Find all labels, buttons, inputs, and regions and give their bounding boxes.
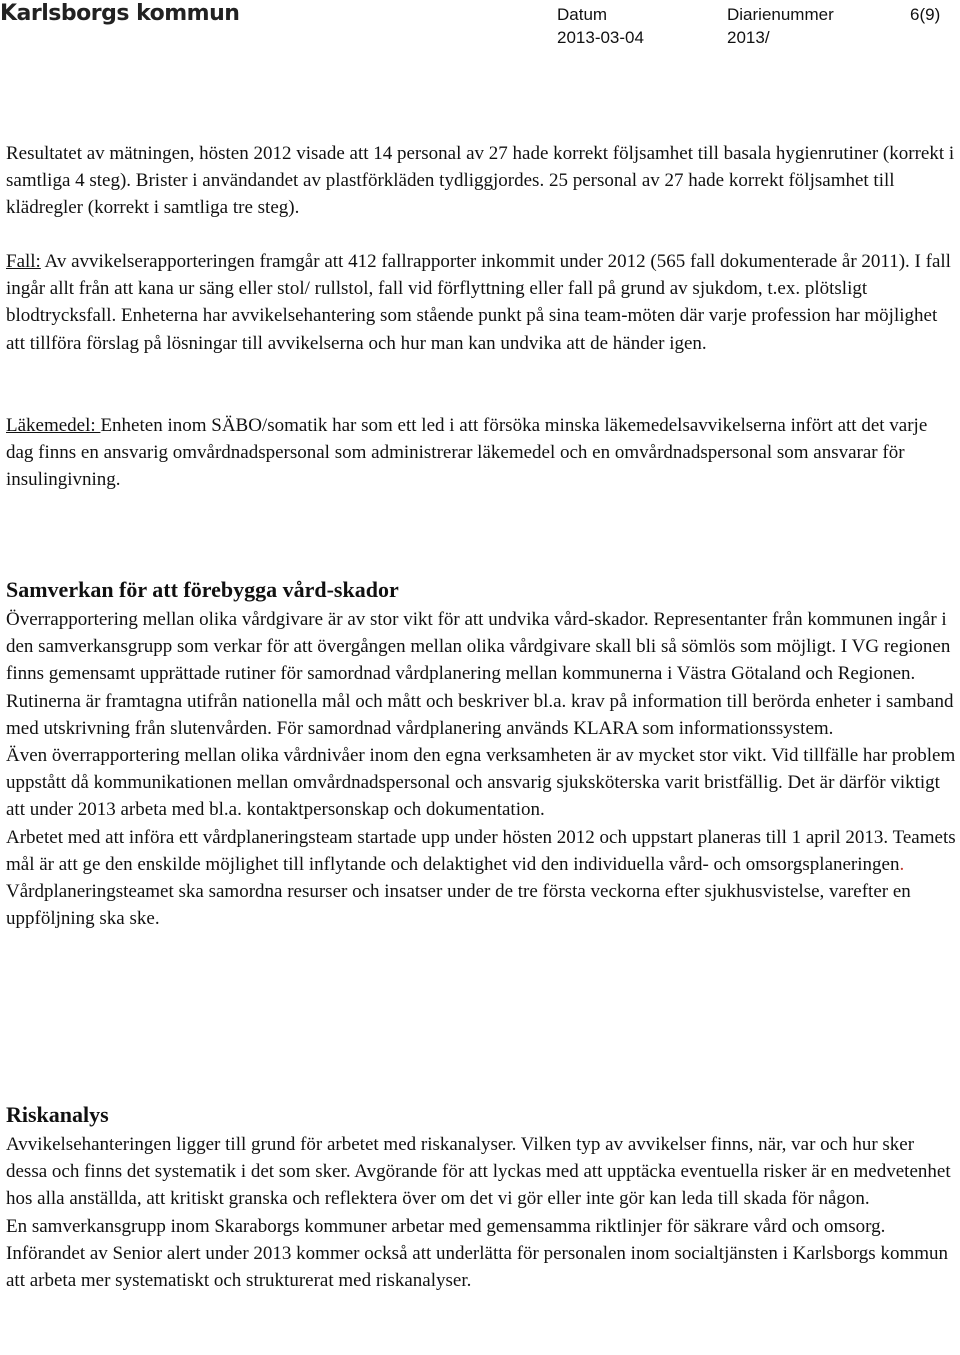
samverkan-paragraph-1: Överrapportering mellan olika vårdgivare är av stor vikt för att undvika vård-skador. Representanter från kommunen ingår i den samverkansgrupp som verkar för att övergången mellan olika vårdgivare skall bli så sömlös som möjligt. I VG regionen finns gemensamt upprättade rutiner för samordnad vårdplanering mellan kommunerna i Västra Götaland och Regionen. Rutinerna är framtagna utifrån nationella mål och mått och beskriver bl.a. krav på information till berörda enheter i samband med utskrivning från slutenvården. För samordnad vårdplanering används KLARA som informationssystem.: [6, 609, 954, 739]
samverkan-section: [6, 576, 956, 932]
fall-label: Fall:: [6, 251, 41, 272]
municipality-logo: Karlsborgs kommun: [0, 1, 240, 26]
samverkan-p3-dot: .: [899, 853, 905, 875]
diary-number-label: Diarienummer: [727, 5, 834, 24]
samverkan-heading: Samverkan för att förebygga vård-skador: [6, 577, 399, 602]
samverkan-p3-text-a: Arbetet med att införa ett vårdplaneringsteam startade upp under hösten 2012 och uppstart planeras till 1 april 2013. Teamets mål är att ge den enskilde möjlighet till inflytande och delaktighet vid den individuella vård- och omsorgsplaneringen: [6, 826, 956, 875]
medication-label: Läkemedel:: [6, 415, 101, 436]
fall-text: Av avvikelserapporteringen framgår att 412 fallrapporter inkommit under 2012 (565 fall dokumenterade år 2011). I fall ingår allt från att kana ur säng eller stol/ rullstol, fall vid förflyttning eller fall på grund av sjukdom, t.ex. plötsligt blodtrycksfall. Enheterna har avvikelsehantering som stående punkt på sina team-möten där varje profession har möjlighet att tillföra förslag på lösningar till avvikelserna och hur man kan undvika att de händer igen.: [6, 251, 951, 354]
date-label: Datum: [557, 5, 608, 24]
samverkan-paragraph-3: [6, 824, 956, 933]
riskanalys-section: [6, 1101, 956, 1294]
page-number: 6(9): [910, 5, 941, 24]
hygiene-result-paragraph: Resultatet av mätningen, hösten 2012 visade att 14 personal av 27 hade korrekt följsamhet till basala hygienrutiner (korrekt i samtliga 4 steg). Brister i användandet av plastförkläden tydliggjordes. 25 personal av 27 hade korrekt följsamhet till klädregler (korrekt i samtliga tre steg).: [6, 143, 955, 219]
intro-section: [6, 140, 956, 222]
riskanalys-paragraph-1: Avvikelsehanteringen ligger till grund för arbetet med riskanalyser. Vilken typ av avvikelser finns, när, var och hur sker dessa och finns det systematik i det som sker. Avgörande för att lyckas med att upptäcka eventuella risker är en medvetenhet hos alla anställda, att kritiskt granska och reflektera över om det vi gör eller inte gör kan leda till skada för någon.: [6, 1134, 951, 1210]
diary-number-value: 2013/: [727, 28, 770, 47]
samverkan-p3-text-b: Vårdplaneringsteamet ska samordna resurser och insatser under de tre första veckorna efter sjukhusvistelse, varefter en uppföljning ska ske.: [6, 881, 911, 930]
medication-text: Enheten inom SÄBO/somatik har som ett led i att försöka minska läkemedelsavvikelserna infört att det varje dag finns en ansvarig omvårdnadspersonal som administrerar läkemedel och en omvårdnadspersonal som ansvarar för insulingivning.: [6, 415, 928, 491]
riskanalys-paragraph-2: En samverkansgrupp inom Skaraborgs kommuner arbetar med gemensamma riktlinjer för säkrare vård och omsorg. Införandet av Senior alert under 2013 kommer också att underlätta för personalen inom socialtjänsten i Karlsborgs kommun att arbeta mer systematiskt och strukturerat med riskanalyser.: [6, 1215, 949, 1292]
riskanalys-heading: Riskanalys: [6, 1102, 109, 1127]
medication-section: [6, 412, 956, 494]
fall-section: [6, 248, 956, 357]
samverkan-paragraph-2: Även överrapportering mellan olika vårdnivåer inom den egna verksamheten är av mycket stor vikt. Vid tillfälle har problem uppstått då kommunikationen mellan omvårdnadspersonal och ansvarig sjuksköterska varit bristfällig. Det är därför viktigt att under 2013 arbeta med bl.a. kontaktpersonskap och dokumentation.: [6, 745, 956, 821]
medication-paragraph: [6, 412, 956, 494]
fall-paragraph: [6, 248, 956, 357]
date-value: 2013-03-04: [557, 28, 644, 47]
